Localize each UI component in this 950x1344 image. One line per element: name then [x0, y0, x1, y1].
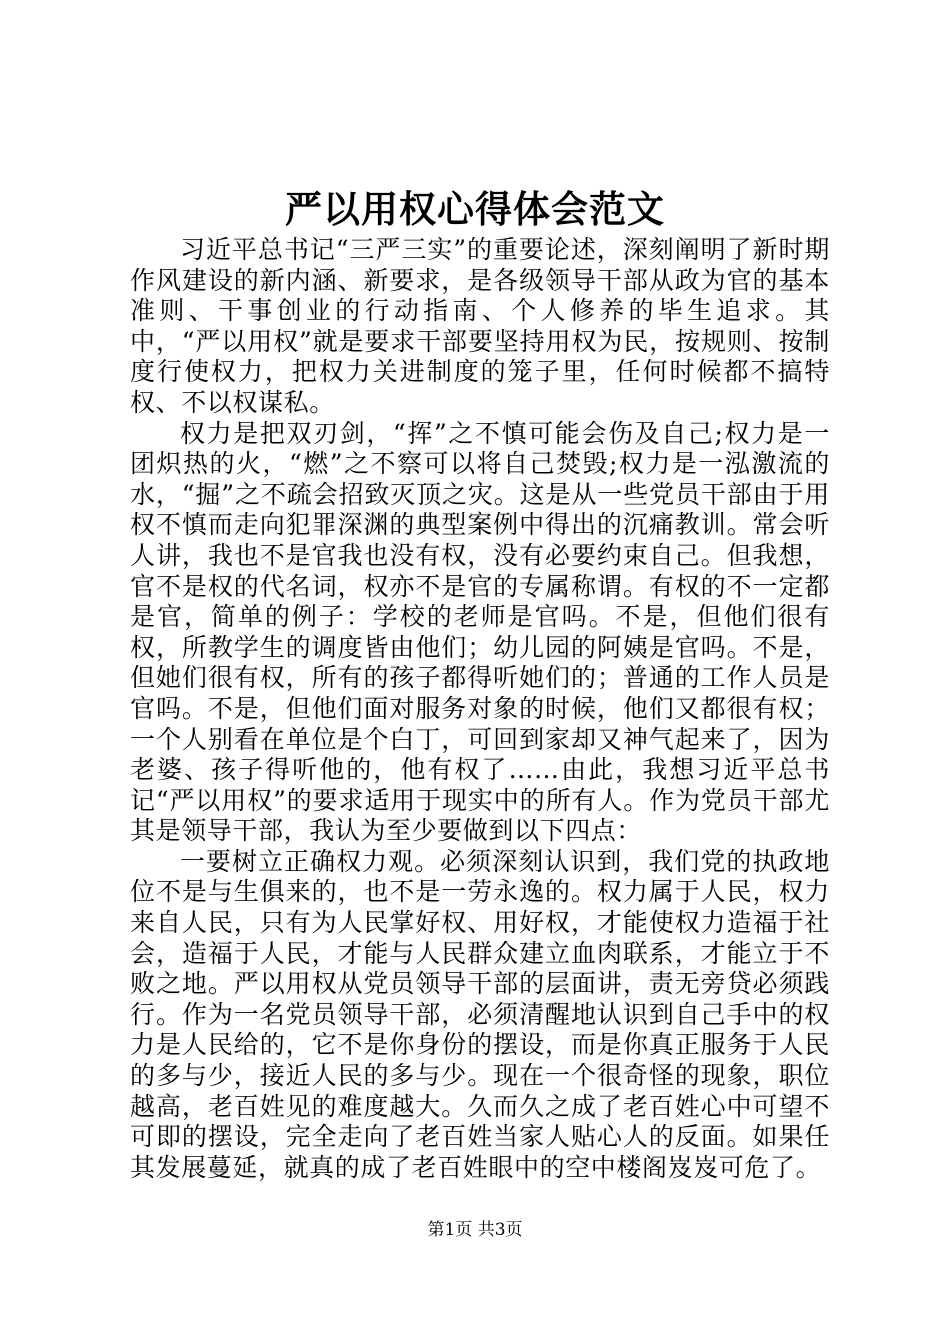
- paragraph-2: 权力是把双刃剑，“挥”之不慎可能会伤及自己;权力是一团炽热的火，“燃”之不察可以将自己焚毁;权力是一泓激流的水，“掘”之不疏会招致灭顶之灾。这是从一些党员干部由于用权不慎而走向犯罪深渊的典型案例中得出的沉痛教训。常会听人讲，我也不是官我也没有权，没有必要约束自己。但我想，官不是权的代名词，权亦不是官的专属称谓。有权的不一定都是官，简单的例子：学校的老师是官吗。不是，但他们很有权，所教学生的调度皆由他们；幼儿园的阿姨是官吗。不是，但她们很有权，所有的孩子都得听她们的；普通的工作人员是官吗。不是，但他们面对服务对象的时候，他们又都很有权；一个人别看在单位是个白丁，可回到家却又神气起来了，因为老婆、孩子得听他的，他有权了……由此，我想习近平总书记“严以用权”的要求适用于现实中的所有人。作为党员干部尤其是领导干部，我认为至少要做到以下四点：: [130, 418, 830, 846]
- paragraph-1: 习近平总书记“三严三实”的重要论述，深刻阐明了新时期作风建设的新内涵、新要求，是各级领导干部从政为官的基本准则、干事创业的行动指南、个人修养的毕生追求。其中，“严以用权”就是要求干部要坚持用权为民，按规则、按制度行使权力，把权力关进制度的笼子里，任何时候都不搞特权、不以权谋私。: [130, 235, 830, 417]
- document-body: [130, 235, 830, 1183]
- paragraph-3: 一要树立正确权力观。必须深刻认识到，我们党的执政地位不是与生俱来的，也不是一劳永逸的。权力属于人民，权力来自人民，只有为人民掌好权、用好权，才能使权力造福于社会，造福于人民，才能与人民群众建立血肉联系，才能立于不败之地。严以用权从党员领导干部的层面讲，责无旁贷必须践行。作为一名党员领导干部，必须清醒地认识到自己手中的权力是人民给的，它不是你身份的摆设，而是你真正服务于人民的多与少，接近人民的多与少。现在一个很奇怪的现象，职位越高，老百姓见的难度越大。久而久之成了老百姓心中可望不可即的摆设，完全走向了老百姓当家人贴心人的反面。如果任其发展蔓延，就真的成了老百姓眼中的空中楼阁岌岌可危了。: [130, 846, 830, 1182]
- document-title: 严以用权心得体会范文: [285, 187, 665, 231]
- page-footer: 第1页 共3页: [427, 1220, 523, 1240]
